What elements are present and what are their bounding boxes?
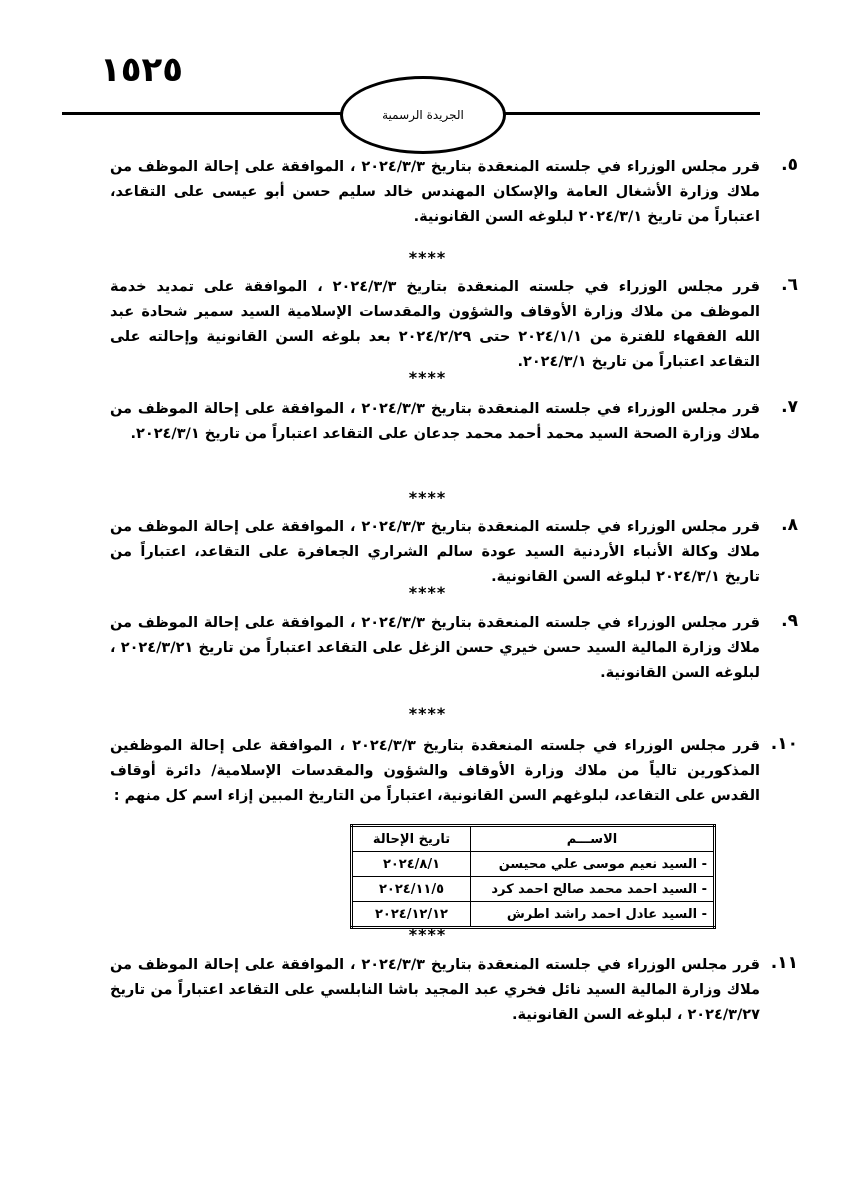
table-row <box>352 877 715 902</box>
table-row <box>352 902 715 928</box>
retiree-name: - السيد نعيم موسى علي محيسن <box>471 852 715 877</box>
retirement-date: ٢٠٢٤/٨/١ <box>352 852 471 877</box>
retiree-name: - السيد احمد محمد صالح احمد كرد <box>471 877 715 902</box>
decision-number: ٦. <box>781 275 798 295</box>
decision-text: قرر مجلس الوزراء في جلسته المنعقدة بتاريخ ٢٠٢٤/٣/٣ ، الموافقة على إحالة الموظفين المذكورين تالياً من ملاك وزارة الأوقاف والشؤون والمقدسات الإسلامية/ دائرة أوقاف القدس على التقاعد، لبلوغهم السن القانونية، اعتباراً من التاريخ المبين إزاء اسم كل منهم : <box>110 738 760 804</box>
decision-text: قرر مجلس الوزراء في جلسته المنعقدة بتاريخ ٢٠٢٤/٣/٣ ، الموافقة على تمديد خدمة الموظف من ملاك وزارة الأوقاف والشؤون والمقدسات الإسلامية السيد سمير شحادة عبد الله الفقهاء للفترة من ٢٠٢٤/١/١ حتى ٢٠٢٤/٢/٢٩ بعد بلوغه السن القانونية وإحالته على التقاعد اعتباراً من تاريخ ٢٠٢٤/٣/١. <box>110 279 760 370</box>
column-header-date: تاريخ الإحالة <box>352 826 471 852</box>
page-number: ١٥٢٥ <box>100 50 184 90</box>
decision-text: قرر مجلس الوزراء في جلسته المنعقدة بتاريخ ٢٠٢٤/٣/٣ ، الموافقة على إحالة الموظف من ملاك وزارة الصحة السيد محمد أحمد محمد جدعان على التقاعد اعتباراً من تاريخ ٢٠٢٤/٣/١. <box>110 401 760 442</box>
retirees-table <box>350 824 716 929</box>
separator: **** <box>408 704 447 723</box>
decision-number: ٧. <box>781 397 798 417</box>
retirement-date: ٢٠٢٤/١١/٥ <box>352 877 471 902</box>
decision-number: ٨. <box>781 515 798 535</box>
table-header-row <box>352 826 715 852</box>
decision-item-10 <box>110 734 798 809</box>
decision-item-9 <box>110 611 798 686</box>
header-badge <box>340 76 506 154</box>
decision-text: قرر مجلس الوزراء في جلسته المنعقدة بتاريخ ٢٠٢٤/٣/٣ ، الموافقة على إحالة الموظف من ملاك وزارة المالية السيد حسن خيري حسن الزغل على التقاعد اعتباراً من تاريخ ٢٠٢٤/٣/٢١ ، لبلوغه السن القانونية. <box>110 615 760 681</box>
decision-text: قرر مجلس الوزراء في جلسته المنعقدة بتاريخ ٢٠٢٤/٣/٣ ، الموافقة على إحالة الموظف من ملاك وزارة الأشغال العامة والإسكان المهندس خالد سليم حسن أبو عيسى على التقاعد، اعتباراً من تاريخ ٢٠٢٤/٣/١ لبلوغه السن القانونية. <box>110 159 760 225</box>
table-row <box>352 852 715 877</box>
decision-item-6 <box>110 275 798 375</box>
separator: **** <box>408 925 447 944</box>
retirement-date: ٢٠٢٤/١٢/١٢ <box>352 902 471 928</box>
decision-text: قرر مجلس الوزراء في جلسته المنعقدة بتاريخ ٢٠٢٤/٣/٣ ، الموافقة على إحالة الموظف من ملاك وكالة الأنباء الأردنية السيد عودة سالم الشراري الجعافرة على التقاعد، اعتباراً من تاريخ ٢٠٢٤/٣/١ لبلوغه السن القانونية. <box>110 519 760 585</box>
decision-item-8 <box>110 515 798 590</box>
separator: **** <box>408 583 447 602</box>
retiree-name: - السيد عادل احمد راشد اطرش <box>471 902 715 928</box>
decision-number: ٥. <box>781 155 798 175</box>
separator: **** <box>408 248 447 267</box>
separator: **** <box>408 368 447 387</box>
decision-number: ١٠. <box>770 734 798 754</box>
gazette-title: الجريدة الرسمية <box>382 108 464 122</box>
decision-number: ٩. <box>781 611 798 631</box>
decision-item-5 <box>110 155 798 230</box>
decision-item-11 <box>110 953 798 1028</box>
decision-number: ١١. <box>770 953 798 973</box>
column-header-name: الاســـم <box>471 826 715 852</box>
decision-text: قرر مجلس الوزراء في جلسته المنعقدة بتاريخ ٢٠٢٤/٣/٣ ، الموافقة على إحالة الموظف من ملاك وزارة المالية السيد نائل فخري عبد المجيد باشا النابلسي على التقاعد اعتباراً من تاريخ ٢٠٢٤/٣/٢٧ ، لبلوغه السن القانونية. <box>110 957 760 1023</box>
separator: **** <box>408 488 447 507</box>
decision-item-7 <box>110 397 798 447</box>
